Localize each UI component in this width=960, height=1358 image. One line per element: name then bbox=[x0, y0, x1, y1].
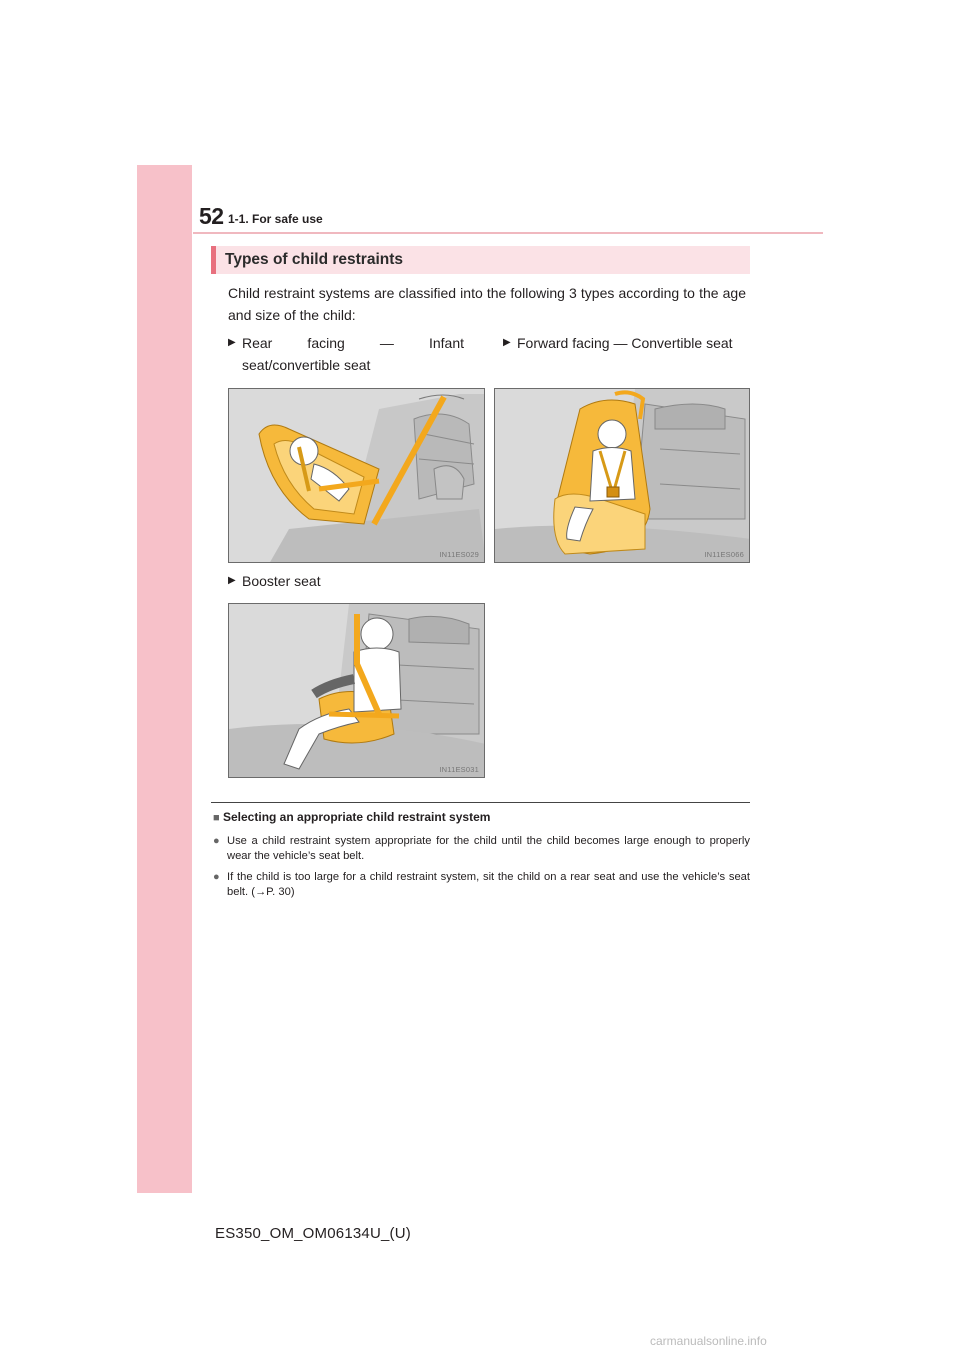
document-code: ES350_OM_OM06134U_(U) bbox=[215, 1225, 411, 1242]
section-sidebar-tab bbox=[137, 165, 192, 1193]
figure-rear-facing-seat bbox=[228, 388, 485, 563]
figure-booster-seat bbox=[228, 603, 485, 778]
circle-bullet-icon: ● bbox=[213, 835, 220, 847]
figure-code: IN11ES031 bbox=[439, 765, 479, 774]
note-divider bbox=[211, 802, 750, 803]
square-bullet-icon: ■ bbox=[213, 812, 220, 824]
triangle-right-icon: ▶ bbox=[503, 337, 511, 348]
header-divider bbox=[193, 232, 823, 234]
type-label-forward-facing: ▶ Forward facing — Convertible seat bbox=[503, 332, 746, 354]
note-bullet: ● Use a child restraint system appropriate for the child until the child becomes large enough to properly wear the vehicle’s seat belt. bbox=[213, 835, 750, 862]
section-title: Types of child restraints bbox=[211, 246, 750, 274]
type-label-rear-facing: ▶ Rear facing — Infant seat/convertible seat bbox=[228, 332, 464, 376]
section-reference: 1-1. For safe use bbox=[228, 212, 323, 226]
figure-forward-facing-seat bbox=[494, 388, 750, 563]
circle-bullet-icon: ● bbox=[213, 871, 220, 883]
type-label-booster-seat: ▶ Booster seat bbox=[228, 570, 464, 592]
triangle-right-icon: ▶ bbox=[228, 575, 236, 586]
figure-code: IN11ES066 bbox=[704, 550, 744, 559]
figure-code: IN11ES029 bbox=[439, 550, 479, 559]
note-bullet: ● If the child is too large for a child restraint system, sit the child on a rear seat and use the vehicle’s seat belt. (→P. 30) bbox=[213, 871, 750, 898]
intro-paragraph: Child restraint systems are classified into the following 3 types according to the age and size of the child: bbox=[228, 285, 746, 323]
page-number: 52 bbox=[199, 203, 224, 229]
watermark: carmanualsonline.info bbox=[650, 1334, 767, 1348]
note-heading: ■ Selecting an appropriate child restraint system bbox=[213, 810, 491, 824]
triangle-right-icon: ▶ bbox=[228, 337, 236, 348]
